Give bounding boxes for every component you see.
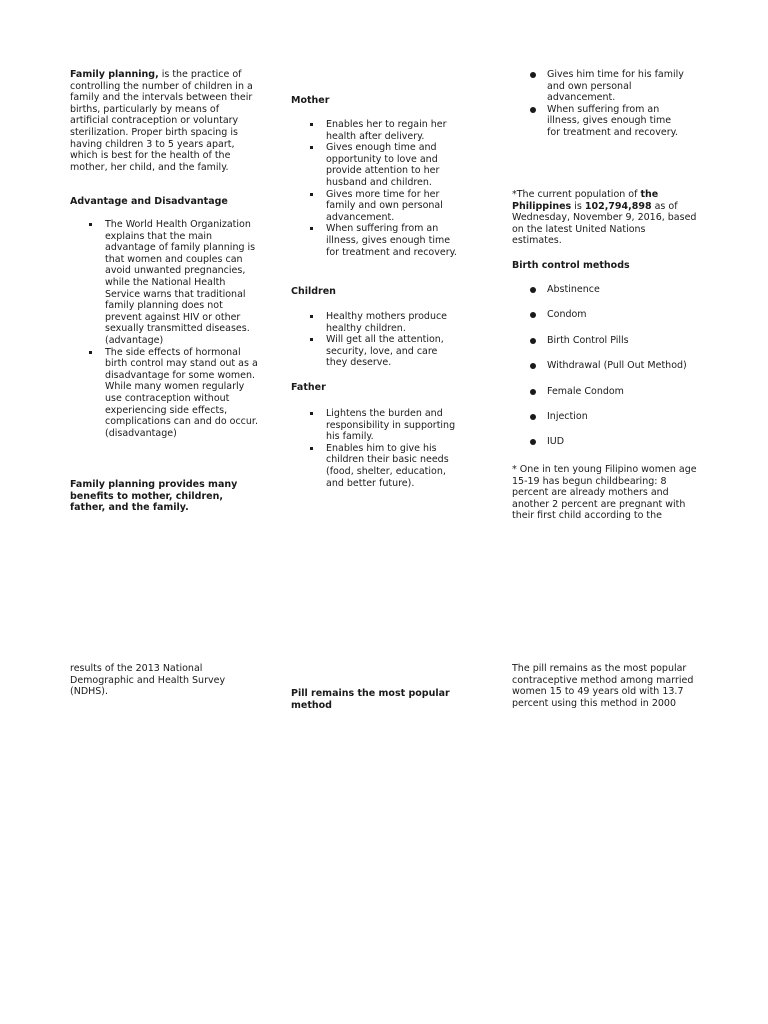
- population-suffix: as of Wednesday, November 9, 2016, based on the latest United Nations estimates.: [512, 200, 697, 247]
- pill-paragraph: The pill remains as the most popular contraceptive method among married women 15 to 49 years old with 13.7 percent using this method in 2000: [512, 663, 694, 709]
- statistic-paragraph: * One in ten young Filipino women age 15-19 has begun childbearing: 8 percent are already mothers and another 2 percent are pregnant with their first child according to the: [512, 464, 697, 522]
- list-item: Healthy mothers produce healthy children.: [291, 311, 461, 334]
- list-item: Will get all the attention, security, love, and care they deserve.: [291, 334, 461, 369]
- list-item: Gives him time for his family and own personal advancement.: [512, 69, 687, 104]
- list-item: Female Condom: [512, 386, 712, 398]
- intro-paragraph: [70, 69, 260, 173]
- list-item: The World Health Organization explains that the main advantage of family planning is that women and couples can avoid unwanted pregnancies, while the National Health Service warns that traditional family planning does not prevent against HIV or other sexually transmitted diseases. (advantage): [70, 219, 260, 347]
- advantage-list: [70, 219, 260, 439]
- continued-list: [512, 69, 687, 139]
- intro-section: [70, 69, 260, 173]
- list-item: Enables her to regain her health after delivery.: [291, 119, 461, 142]
- birth-control-list: [512, 284, 712, 462]
- population-number: 102,794,898: [584, 200, 652, 212]
- list-item: When suffering from an illness, gives enough time for treatment and recovery.: [512, 104, 687, 139]
- benefits-heading: Family planning provides many benefits to mother, children, father, and the family.: [70, 479, 238, 514]
- list-item: IUD: [512, 436, 712, 448]
- mother-heading: Mother: [291, 95, 330, 106]
- population-mid: is: [571, 200, 585, 212]
- children-heading: Children: [291, 286, 336, 297]
- intro-text: is the practice of controlling the number of children in a family and the intervals between their births, particularly by means of artificial contraception or voluntary sterilization. Proper birth spacing is having children 3 to 5 years apart, which is best for the health of the mother, her child, and the family.: [70, 69, 253, 173]
- list-item: Injection: [512, 411, 712, 423]
- population-prefix: *The current population of: [512, 189, 641, 200]
- list-item: Abstinence: [512, 284, 712, 296]
- population-country: the Philippines: [512, 189, 659, 212]
- population-paragraph: [512, 189, 697, 247]
- intro-term: Family planning,: [70, 69, 159, 80]
- children-list: [291, 311, 461, 369]
- list-item: The side effects of hormonal birth control may stand out as a disadvantage for some women. While many women regularly use contraception without experiencing side effects, complications can and do occur. (disadvantage): [70, 347, 260, 440]
- mother-list: [291, 119, 461, 258]
- list-item: Withdrawal (Pull Out Method): [512, 360, 712, 372]
- list-item: Birth Control Pills: [512, 335, 712, 347]
- advantage-heading: Advantage and Disadvantage: [70, 196, 228, 207]
- birth-control-heading: Birth control methods: [512, 260, 630, 271]
- list-item: Lightens the burden and responsibility in supporting his family.: [291, 408, 461, 443]
- list-item: Gives enough time and opportunity to love and provide attention to her husband and children.: [291, 142, 461, 188]
- father-heading: Father: [291, 382, 326, 393]
- list-item: When suffering from an illness, gives enough time for treatment and recovery.: [291, 223, 461, 258]
- father-list: [291, 408, 461, 489]
- ndhs-text: results of the 2013 National Demographic and Health Survey (NDHS).: [70, 663, 226, 698]
- pill-heading: Pill remains the most popular method: [291, 688, 450, 711]
- list-item: Condom: [512, 309, 712, 321]
- list-item: Enables him to give his children their basic needs (food, shelter, education, and better future).: [291, 443, 461, 489]
- list-item: Gives more time for her family and own personal advancement.: [291, 189, 461, 224]
